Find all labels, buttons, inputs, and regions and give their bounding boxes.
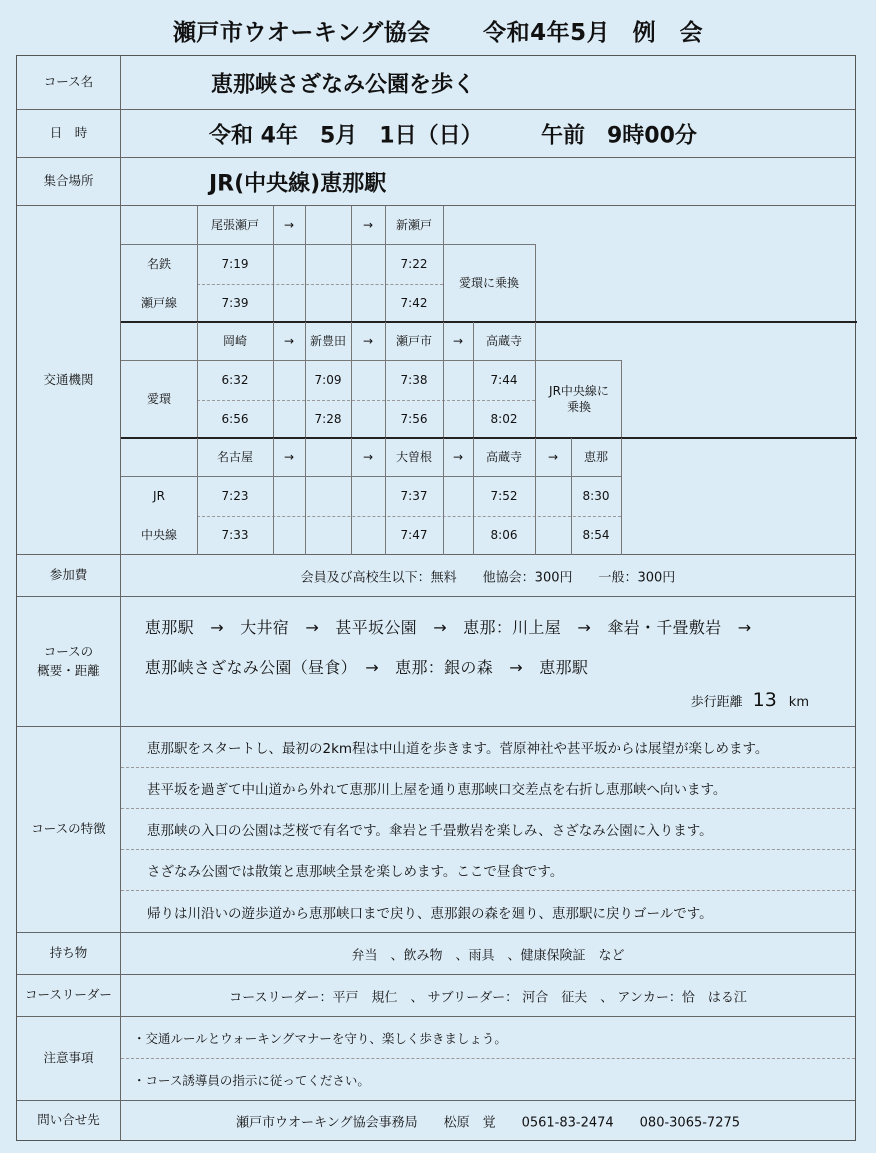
page-title <box>0 14 876 54</box>
station: 尾張瀬戸 <box>210 217 259 232</box>
distance <box>691 689 809 711</box>
time-cell: 7:37 <box>400 488 428 503</box>
arrow-icon: → <box>283 333 295 348</box>
course-outline-label <box>17 597 121 726</box>
contact-value: 瀬戸市ウオーキング協会事務局 松原 覚 0561-83-2474 080-3065-7275 <box>235 1115 741 1130</box>
leaders-value: コースリーダー：平戸 規仁 、 サブリーダー： 河合 征夫 、 アンカー：恰 はる江 <box>229 990 747 1005</box>
arrow-icon: → <box>362 333 374 348</box>
time-cell: 7:19 <box>221 256 249 271</box>
row-contact <box>17 1101 855 1140</box>
time-cell: 8:54 <box>582 528 610 543</box>
arrow-icon: → <box>452 449 464 464</box>
station: 高蔵寺 <box>485 333 522 348</box>
arrow-icon: → <box>283 449 295 464</box>
line-name: 中央線 <box>140 528 177 543</box>
time-cell: 7:39 <box>221 295 249 310</box>
line-name: 瀬戸線 <box>140 295 177 310</box>
datetime-label: 日 時 <box>17 110 121 157</box>
time-cell: 7:56 <box>400 411 428 426</box>
time-cell: 7:22 <box>400 256 428 271</box>
row-leaders <box>17 975 855 1017</box>
row-fee <box>17 555 855 597</box>
station: 岡崎 <box>222 333 247 348</box>
title-date: 令和4年5月 <box>483 20 611 46</box>
leaders-label: コースリーダー <box>17 975 121 1016</box>
line-name: 名鉄 <box>146 256 171 271</box>
feature-item: さざなみ公園では散策と恵那峡全景を楽しめます。ここで昼食です。 <box>121 850 855 891</box>
row-belongings <box>17 933 855 975</box>
station: 大曽根 <box>395 449 432 464</box>
arrow-icon: → <box>547 449 559 464</box>
row-notes <box>17 1017 855 1101</box>
feature-item: 恵那駅をスタートし、最初の2km程は中山道を歩きます。菅原神社や甚平坂からは展望が楽しめます。 <box>121 727 855 768</box>
features-label: コースの特徴 <box>17 727 121 932</box>
feature-item: 甚平坂を過ぎて中山道から外れて恵那川上屋を通り恵那峡口交差点を右折し恵那峡へ向います。 <box>121 768 855 809</box>
transfer-note: JR中央線に乗換 <box>549 383 609 414</box>
station: 高蔵寺 <box>485 449 522 464</box>
event-sheet <box>16 55 856 1141</box>
station: 新瀬戸 <box>395 217 432 232</box>
time-cell: 7:47 <box>400 528 428 543</box>
transport-label: 交通機関 <box>17 206 121 554</box>
station: 名古屋 <box>216 449 253 464</box>
course-name-value: 恵那峡さざなみ公園を歩く <box>211 72 476 97</box>
course-route-line-2: 恵那峡さざなみ公園（昼食） → 恵那：銀の森 → 恵那駅 <box>145 658 589 677</box>
distance-value: 13 <box>752 689 777 711</box>
station: 恵那 <box>583 449 608 464</box>
time-cell: 7:33 <box>221 528 249 543</box>
belongings-label: 持ち物 <box>17 933 121 974</box>
line-name: JR <box>153 488 165 503</box>
time-cell: 6:32 <box>221 372 249 387</box>
datetime-date: 令和 4年 5月 1日（日） <box>209 123 483 148</box>
station: 新豊田 <box>309 333 346 348</box>
distance-unit: km <box>788 695 809 710</box>
course-outline-label-top: コースの <box>43 643 94 659</box>
time-cell: 7:09 <box>314 372 342 387</box>
note-item: ・コース誘導員の指示に従ってください。 <box>133 1073 370 1088</box>
time-cell: 6:56 <box>221 411 249 426</box>
title-event: 例 会 <box>632 20 704 46</box>
arrow-icon: → <box>362 449 374 464</box>
time-cell: 7:42 <box>400 295 428 310</box>
arrow-icon: → <box>283 217 295 232</box>
time-cell: 7:52 <box>490 488 518 503</box>
time-cell: 7:23 <box>221 488 249 503</box>
notes-label: 注意事項 <box>17 1017 121 1100</box>
station: 瀬戸市 <box>395 333 432 348</box>
row-course-name <box>17 56 855 110</box>
meeting-label: 集合場所 <box>17 158 121 205</box>
row-course-outline <box>17 597 855 727</box>
row-meeting <box>17 158 855 206</box>
time-cell: 8:30 <box>582 488 610 503</box>
row-datetime <box>17 110 855 158</box>
contact-label: 問い合せ先 <box>17 1101 121 1140</box>
arrow-icon: → <box>452 333 464 348</box>
feature-item: 帰りは川沿いの遊歩道から恵那峡口まで戻り、恵那銀の森を廻り、恵那駅に戻りゴールです。 <box>147 905 713 922</box>
station <box>305 206 351 244</box>
arrow-icon: → <box>362 217 374 232</box>
row-transport <box>17 206 855 555</box>
course-name-label: コース名 <box>17 56 121 109</box>
course-outline-label-bottom: 概要・距離 <box>37 662 100 678</box>
transfer-note: 愛環に乗換 <box>458 275 519 290</box>
fee-value: 会員及び高校生以下：無料 他協会：300円 一般：300円 <box>300 570 676 585</box>
title-org: 瀬戸市ウオーキング協会 <box>172 20 431 46</box>
datetime-time: 午前 9時00分 <box>541 123 697 148</box>
fee-label: 参加費 <box>17 555 121 596</box>
time-cell: 7:44 <box>490 372 518 387</box>
time-cell: 8:02 <box>490 411 518 426</box>
meeting-value: JR(中央線)恵那駅 <box>209 171 387 196</box>
line-name: 愛環 <box>146 391 171 406</box>
time-cell: 7:28 <box>314 411 342 426</box>
note-item: ・交通ルールとウォーキングマナーを守り、楽しく歩きましょう。 <box>121 1017 855 1059</box>
distance-label: 歩行距離 <box>690 695 743 710</box>
transport-grid <box>121 206 855 554</box>
course-route-line-1: 恵那駅 → 大井宿 → 甚平坂公園 → 恵那：川上屋 → 傘岩・千畳敷岩 → <box>145 618 752 637</box>
row-features <box>17 727 855 933</box>
time-cell: 7:38 <box>400 372 428 387</box>
station <box>305 438 351 476</box>
time-cell: 8:06 <box>490 528 518 543</box>
belongings-value: 弁当 、飲み物 、雨具 、健康保険証 など <box>351 948 625 963</box>
feature-item: 恵那峡の入口の公園は芝桜で有名です。傘岩と千畳敷岩を楽しみ、さざなみ公園に入ります。 <box>121 809 855 850</box>
